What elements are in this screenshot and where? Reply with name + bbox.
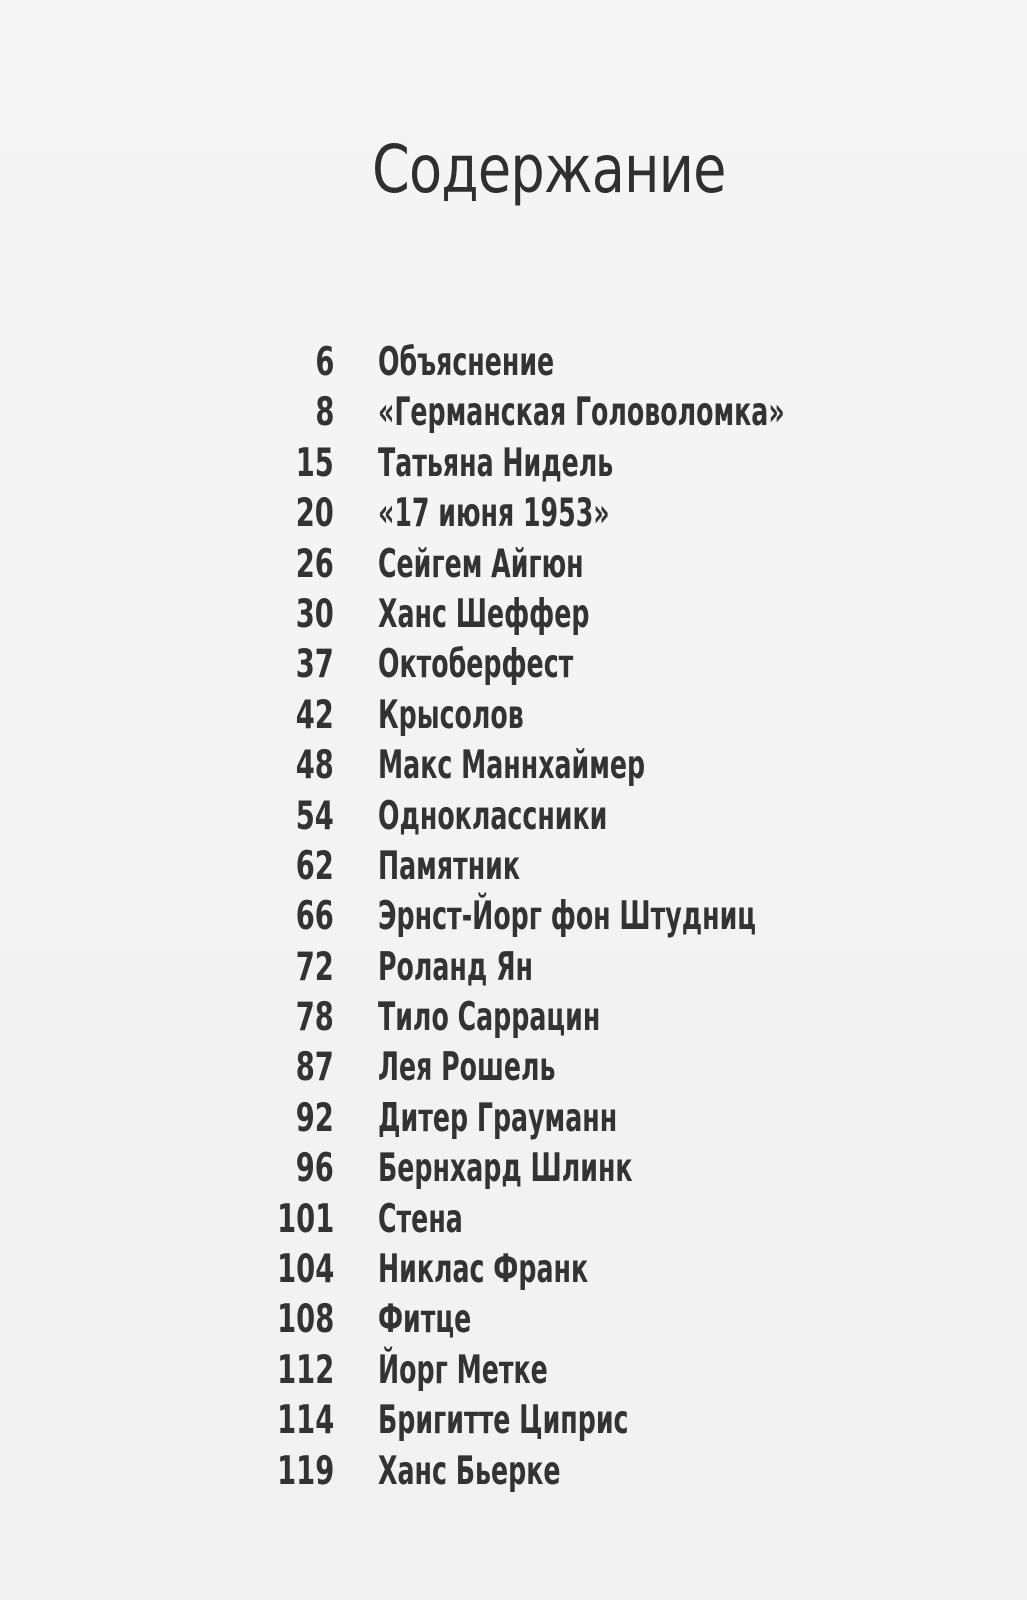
toc-entry — [0, 691, 1027, 741]
toc-entry — [0, 1245, 1027, 1295]
toc-entry — [0, 1144, 1027, 1194]
toc-entry-title: Сейгем Айгюн — [378, 541, 584, 587]
toc-page-number: 101 — [276, 1196, 334, 1242]
toc-entry — [0, 338, 1027, 388]
toc-page-number: 114 — [276, 1398, 334, 1444]
toc-page-number: 48 — [295, 743, 334, 789]
toc-entry-title: Дитер Грауманн — [378, 1095, 618, 1141]
toc-entry-title: Никлас Франк — [378, 1247, 589, 1293]
toc-entry-title: Татьяна Нидель — [378, 440, 614, 486]
toc-entry — [0, 1295, 1027, 1345]
toc-entry — [0, 842, 1027, 892]
toc-entry — [0, 993, 1027, 1043]
toc-entry-title: Макс Маннхаймер — [378, 743, 646, 789]
toc-entry-title: Памятник — [378, 843, 521, 889]
toc-entry-title: Йорг Метке — [378, 1347, 548, 1393]
toc-entry — [0, 489, 1027, 539]
toc-entry-title: «17 июня 1953» — [378, 491, 610, 537]
toc-page-number: 119 — [276, 1448, 334, 1494]
table-of-contents — [0, 338, 1027, 1497]
toc-entry — [0, 892, 1027, 942]
toc-page-number: 92 — [295, 1095, 334, 1141]
toc-entry-title: Крысолов — [378, 692, 524, 738]
toc-entry — [0, 1094, 1027, 1144]
toc-entry-title: Одноклассники — [378, 793, 608, 839]
toc-entry-title: Фитце — [378, 1297, 472, 1343]
toc-entry-title: Ханс Бьерке — [378, 1448, 561, 1494]
toc-entry-title: Роланд Ян — [378, 944, 533, 990]
toc-entry — [0, 640, 1027, 690]
toc-entry-title: Тило Саррацин — [378, 995, 601, 1041]
toc-page-number: 42 — [295, 692, 334, 738]
toc-entry-title: Стена — [378, 1196, 463, 1242]
toc-entry-title: «Германская Головоломка» — [378, 390, 785, 436]
toc-page-number: 78 — [295, 995, 334, 1041]
toc-page-number: 15 — [295, 440, 334, 486]
toc-page-number: 62 — [295, 843, 334, 889]
toc-page-number: 112 — [276, 1347, 334, 1393]
toc-entry — [0, 1195, 1027, 1245]
toc-page-number: 20 — [295, 491, 334, 537]
toc-entry-title: Эрнст-Йорг фон Штудниц — [378, 894, 757, 940]
toc-page-number: 54 — [295, 793, 334, 839]
toc-entry — [0, 590, 1027, 640]
toc-page-number: 66 — [295, 894, 334, 940]
toc-entry-title: Ханс Шеффер — [378, 591, 590, 637]
toc-entry — [0, 388, 1027, 438]
toc-page-number: 26 — [295, 541, 334, 587]
toc-page-number: 96 — [295, 1146, 334, 1192]
toc-page-number: 6 — [314, 340, 334, 385]
toc-page-number: 30 — [295, 591, 334, 637]
toc-page-number: 72 — [295, 944, 334, 990]
toc-entry — [0, 741, 1027, 791]
toc-entry — [0, 1346, 1027, 1396]
toc-entry — [0, 540, 1027, 590]
toc-page-number: 108 — [276, 1297, 334, 1343]
toc-entry-title: Бернхард Шлинк — [378, 1146, 633, 1192]
toc-entry-title: Бригитте Циприс — [378, 1398, 629, 1444]
toc-entry — [0, 792, 1027, 842]
toc-page-number: 104 — [276, 1247, 334, 1293]
toc-page-number: 37 — [295, 642, 334, 688]
page-title: Содержание — [372, 131, 726, 208]
toc-page-number: 87 — [295, 1045, 334, 1091]
toc-entry — [0, 1043, 1027, 1093]
toc-entry-title: Объяснение — [378, 340, 555, 385]
toc-entry-title: Октоберфест — [378, 642, 574, 688]
toc-entry — [0, 1447, 1027, 1497]
toc-entry — [0, 1396, 1027, 1446]
toc-entry — [0, 439, 1027, 489]
toc-page-number: 8 — [314, 390, 334, 436]
toc-entry — [0, 943, 1027, 993]
toc-entry-title: Лея Рошель — [378, 1045, 556, 1091]
